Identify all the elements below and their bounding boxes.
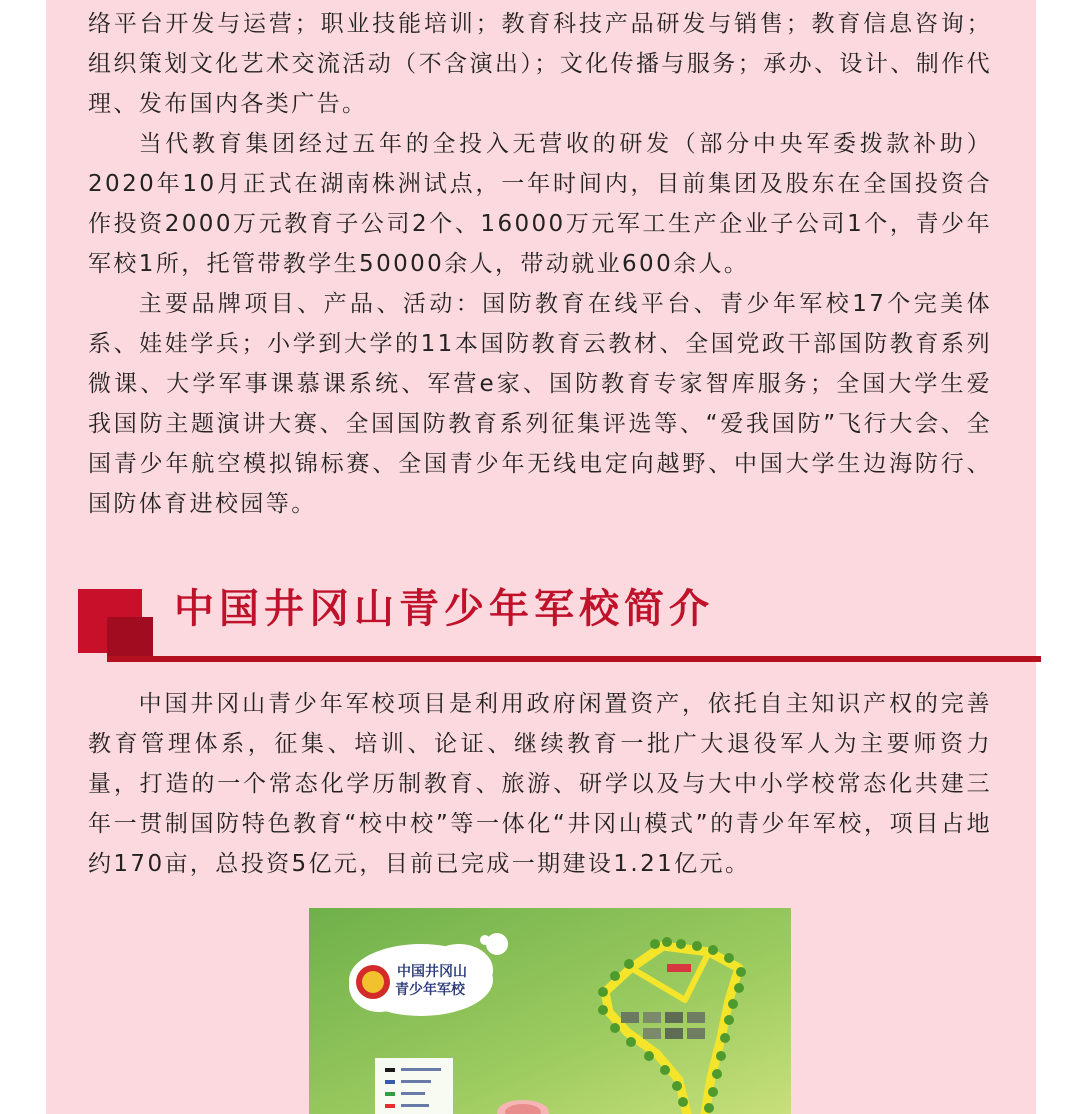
- map-legend: [375, 1058, 453, 1114]
- logo-text-line1: 中国井冈山: [397, 964, 467, 980]
- logo-text-line2: 青少年军校: [395, 982, 465, 998]
- group-history-paragraph: 当代教育集团经过五年的全投入无营收的研发（部分中央军委拨款补助）2020年10月正式在湖南株洲试点，一年时间内，目前集团及股东在全国投资合作投资2000万元教育子公司2个、16000万元军工生产企业子公司1个，青少年军校1所，托管带教学生50000余人，带动就业600余人。: [88, 131, 992, 277]
- campus-map-image: [309, 908, 791, 1114]
- section-title: 中国井冈山青少年军校简介: [174, 586, 714, 632]
- campus-map-illustration: [309, 908, 791, 1114]
- map-marker: [667, 964, 691, 972]
- section-underline: [107, 656, 1041, 662]
- brand-projects-paragraph: 主要品牌项目、产品、活动：国防教育在线平台、青少年军校17个完美体系、娃娃学兵；小学到大学的11本国防教育云教材、全国党政干部国防教育系列微课、大学军事课慕课系统、军营e家、国防教育专家智库服务；全国大学生爱我国防主题演讲大赛、全国国防教育系列征集评选等、“爱我国防”飞行大会、全国青少年航空模拟锦标赛、全国青少年无线电定向越野、中国大学生边海防行、国防体育进校园等。: [88, 291, 992, 517]
- intro-paragraph-continued: 络平台开发与运营；职业技能培训；教育科技产品研发与销售；教育信息咨询；组织策划文化艺术交流活动（不含演出）；文化传播与服务；承办、设计、制作代理、发布国内各类广告。: [88, 11, 992, 117]
- school-intro-paragraph: 中国井冈山青少年军校项目是利用政府闲置资产，依托自主知识产权的完善教育管理体系，征集、培训、论证、继续教育一批广大退役军人为主要师资力量，打造的一个常态化学历制教育、旅游、研学以及与大中小学校常态化共建三年一贯制国防特色教育“校中校”等一体化“井冈山模式”的青少年军校，项目占地约170亩，总投资5亿元，目前已完成一期建设1.21亿元。: [88, 691, 992, 877]
- section-marker-square-dark: [107, 617, 153, 661]
